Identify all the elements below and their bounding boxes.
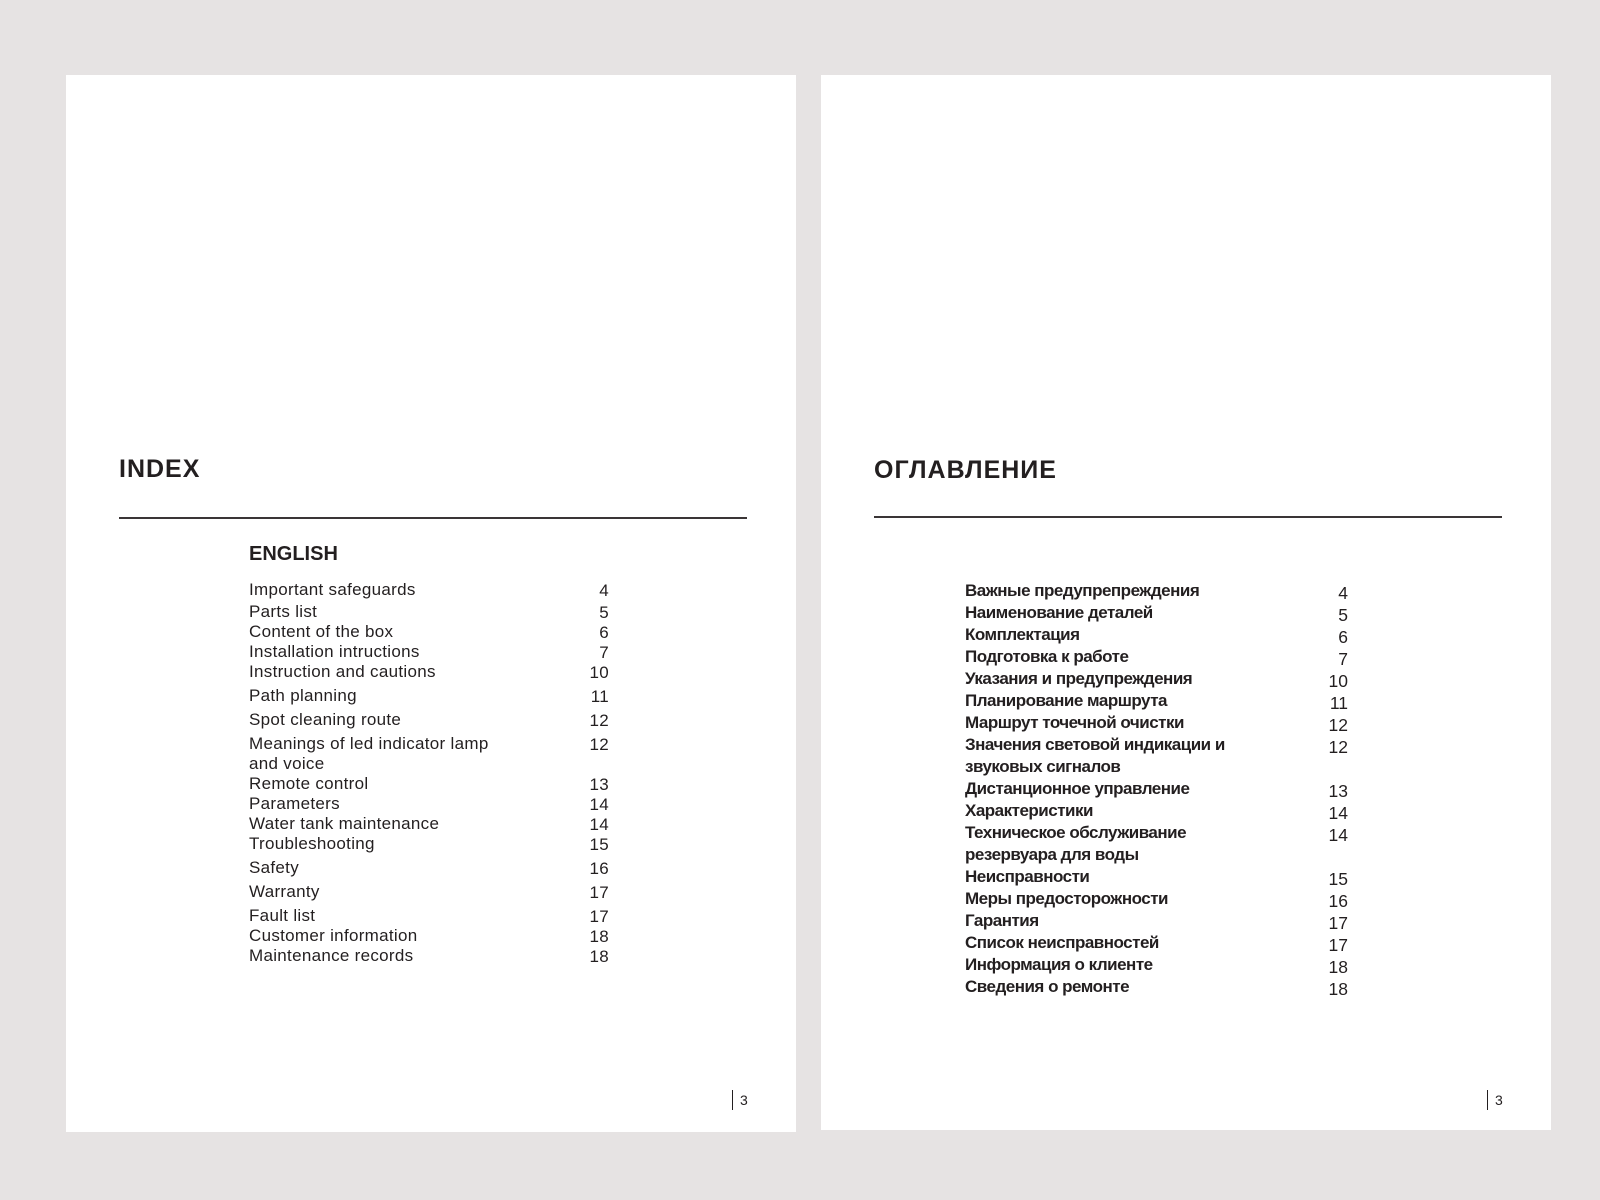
toc-entry-title: Meanings of led indicator lamp and voice [249, 734, 489, 773]
toc-entry-page: 16 [589, 859, 609, 878]
toc-entry [965, 712, 1348, 734]
page-title: INDEX [119, 455, 201, 483]
toc-entry-title: Значения световой индикации и звуковых сигналов [965, 735, 1225, 776]
toc-entry-page: 5 [1338, 605, 1348, 625]
toc-entry-page: 4 [599, 581, 609, 600]
title-divider [874, 516, 1502, 518]
left-page [66, 75, 796, 1132]
toc-entry-title: Customer information [249, 926, 418, 945]
toc-entry-page: 17 [589, 907, 609, 926]
toc-entry [965, 954, 1348, 976]
toc-entry-title: Content of the box [249, 622, 394, 641]
toc-entry-page: 17 [1328, 935, 1348, 955]
toc-entry [249, 858, 609, 878]
toc-entry-title: Комплектация [965, 625, 1080, 644]
toc-entry [965, 910, 1348, 932]
table-of-contents [965, 580, 1348, 998]
toc-entry [965, 888, 1348, 910]
page-number: 3 [1487, 1090, 1503, 1110]
toc-entry [965, 646, 1348, 668]
toc-entry [249, 580, 609, 600]
table-of-contents [249, 580, 609, 966]
toc-entry [965, 690, 1348, 712]
toc-entry-page: 11 [1329, 693, 1348, 713]
toc-entry-page: 12 [589, 711, 609, 730]
toc-entry [249, 710, 609, 730]
toc-entry-title: Список неисправностей [965, 933, 1159, 952]
toc-entry-title: Меры предосторожности [965, 889, 1168, 908]
toc-entry-page: 6 [1338, 627, 1348, 647]
toc-entry-title: Remote control [249, 774, 369, 793]
toc-entry-title: Неисправности [965, 867, 1090, 886]
toc-entry [249, 882, 609, 902]
toc-entry-title: Указания и предупреждения [965, 669, 1193, 688]
toc-entry-title: Сведения о ремонте [965, 977, 1130, 996]
toc-entry-page: 14 [589, 795, 609, 814]
toc-entry-title: Instruction and cautions [249, 662, 436, 681]
toc-entry-title: Installation intructions [249, 642, 420, 661]
toc-entry-page: 13 [589, 775, 609, 794]
toc-entry [965, 580, 1348, 602]
toc-entry-page: 15 [1328, 869, 1348, 889]
toc-entry [965, 668, 1348, 690]
toc-entry [249, 642, 609, 662]
toc-entry [249, 622, 609, 642]
section-heading: ENGLISH [249, 543, 338, 565]
toc-entry [249, 602, 609, 622]
toc-entry-page: 12 [589, 735, 609, 754]
toc-entry-page: 18 [589, 927, 609, 946]
toc-entry [965, 734, 1348, 778]
toc-entry [249, 946, 609, 966]
toc-entry [965, 602, 1348, 624]
toc-entry-page: 15 [589, 835, 609, 854]
toc-entry-page: 14 [1328, 803, 1348, 823]
toc-entry [249, 774, 609, 794]
toc-entry-title: Важные предупрепреждения [965, 581, 1200, 600]
toc-entry-page: 11 [590, 687, 609, 706]
toc-entry-page: 18 [589, 947, 609, 966]
toc-entry-page: 14 [589, 815, 609, 834]
toc-entry-title: Safety [249, 858, 299, 877]
toc-entry [965, 778, 1348, 800]
toc-entry [249, 834, 609, 854]
toc-entry-page: 7 [1338, 649, 1348, 669]
toc-entry-title: Warranty [249, 882, 320, 901]
toc-entry-title: Parts list [249, 602, 318, 621]
toc-entry-page: 5 [599, 603, 609, 622]
toc-entry-page: 12 [1328, 715, 1348, 735]
toc-entry-title: Water tank maintenance [249, 814, 440, 833]
toc-entry [249, 734, 609, 774]
toc-entry-title: Troubleshooting [249, 834, 375, 853]
toc-entry-title: Spot cleaning route [249, 710, 402, 729]
toc-entry-title: Подготовка к работе [965, 647, 1129, 666]
toc-entry [249, 662, 609, 682]
toc-entry-page: 13 [1328, 781, 1348, 801]
toc-entry [965, 624, 1348, 646]
toc-entry-page: 16 [1328, 891, 1348, 911]
toc-entry [965, 866, 1348, 888]
toc-entry-title: Path planning [249, 686, 357, 705]
toc-entry [965, 932, 1348, 954]
toc-entry-page: 6 [599, 623, 609, 642]
toc-entry-page: 17 [589, 883, 609, 902]
toc-entry-page: 4 [1338, 583, 1348, 603]
toc-entry [249, 906, 609, 926]
toc-entry-page: 17 [1328, 913, 1348, 933]
toc-entry [249, 794, 609, 814]
toc-entry-page: 18 [1328, 979, 1348, 999]
toc-entry-page: 18 [1328, 957, 1348, 977]
page-title: ОГЛАВЛЕНИЕ [874, 456, 1057, 484]
toc-entry-title: Fault list [249, 906, 316, 925]
toc-entry [249, 686, 609, 706]
toc-entry-title: Parameters [249, 794, 340, 813]
toc-entry-title: Дистанционное управление [965, 779, 1190, 798]
toc-entry-title: Характеристики [965, 801, 1093, 820]
toc-entry-page: 10 [589, 663, 609, 682]
toc-entry [249, 926, 609, 946]
toc-entry-title: Important safeguards [249, 580, 416, 599]
toc-entry-title: Информация о клиенте [965, 955, 1153, 974]
toc-entry-title: Maintenance records [249, 946, 414, 965]
toc-entry-page: 10 [1328, 671, 1348, 691]
toc-entry-title: Техническое обслуживание резервуара для воды [965, 823, 1187, 864]
toc-entry [965, 800, 1348, 822]
toc-entry-title: Наименование деталей [965, 603, 1153, 622]
toc-entry-page: 14 [1328, 825, 1348, 845]
title-divider [119, 517, 747, 519]
toc-entry-title: Маршрут точечной очистки [965, 713, 1184, 732]
right-page [821, 75, 1551, 1130]
toc-entry-page: 7 [599, 643, 609, 662]
toc-entry [249, 814, 609, 834]
toc-entry-title: Гарантия [965, 911, 1039, 930]
toc-entry-page: 12 [1328, 737, 1348, 757]
toc-entry [965, 976, 1348, 998]
page-number: 3 [732, 1090, 748, 1110]
toc-entry-title: Планирование маршрута [965, 691, 1167, 710]
toc-entry [965, 822, 1348, 866]
